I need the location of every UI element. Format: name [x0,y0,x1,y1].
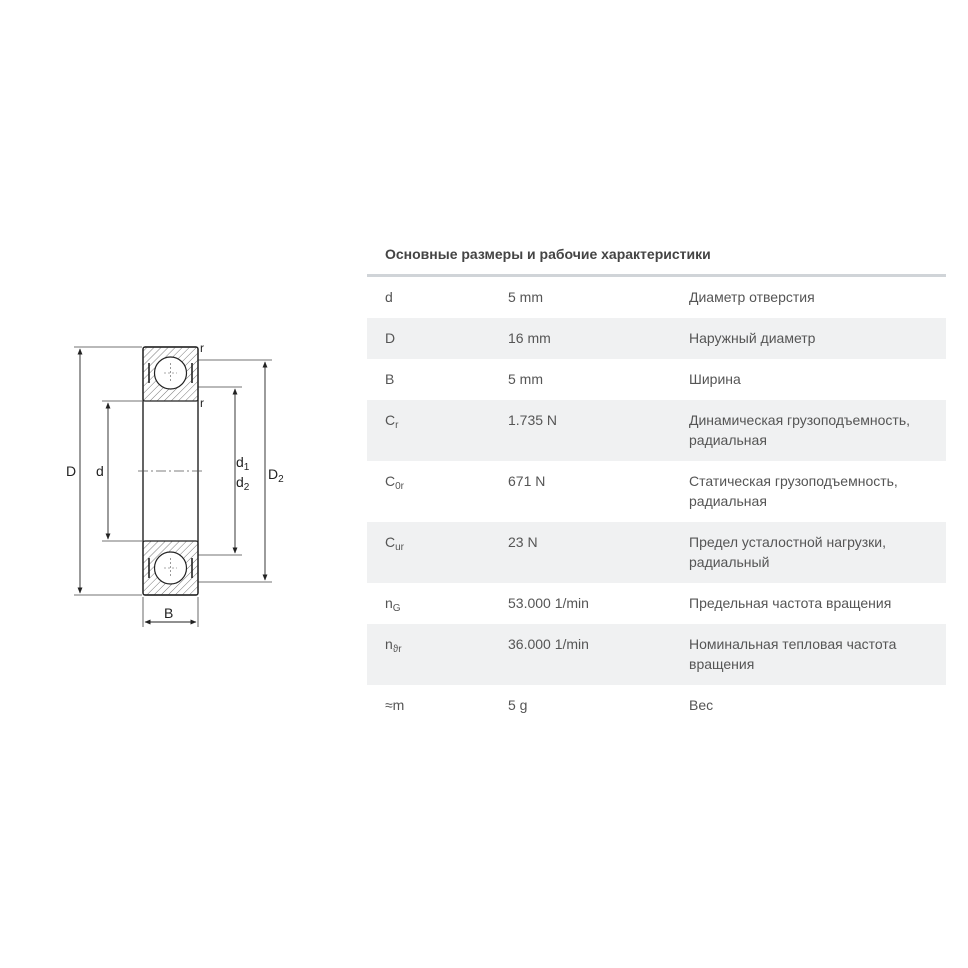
row-description: Вес [689,697,714,713]
row-symbol [367,532,508,572]
label-d: d [96,463,104,479]
row-symbol [367,695,508,715]
row-value: 23 N [508,534,538,550]
label-r-top: r [200,341,204,355]
table-row [367,685,946,726]
row-description: Наружный диаметр [689,330,816,346]
row-symbol [367,410,508,450]
symbol-subscript: G [392,603,401,614]
row-symbol [367,287,508,307]
table-row [367,461,946,522]
symbol-base: C [385,473,396,489]
symbol-base: D [385,330,396,346]
row-value: 671 N [508,473,546,489]
label-B: B [164,605,174,621]
row-description: Ширина [689,371,741,387]
table-row [367,277,946,318]
symbol-base: d [385,289,393,305]
specification-table [367,236,946,726]
symbol-subscript: 0r [395,481,405,492]
symbol-base: C [385,412,396,428]
bearing-cross-section-drawing [60,335,300,635]
table-row [367,583,946,624]
row-symbol [367,634,508,674]
symbol-base: C [385,534,396,550]
table-title: Основные размеры и рабочие характеристики [367,236,946,277]
row-description: Диаметр отверстия [689,289,815,305]
row-description: Предел усталостной нагрузки, радиальный [689,534,887,570]
symbol-subscript: r [395,420,399,431]
label-D: D [66,463,77,479]
row-value: 5 mm [508,371,543,387]
row-value: 5 g [508,697,528,713]
label-D2: $D_2$ [268,466,284,485]
symbol-base: n [385,595,393,611]
symbol-base: n [385,636,393,652]
symbol-base: B [385,371,395,387]
row-description: Предельная частота вращения [689,595,892,611]
row-symbol [367,471,508,511]
symbol-subscript: ϑr [392,644,402,655]
row-value: 16 mm [508,330,551,346]
symbol-subscript: ur [395,542,405,553]
table-row [367,359,946,400]
row-value: 53.000 1/min [508,595,589,611]
row-value: 1.735 N [508,412,558,428]
table-body [367,277,946,726]
symbol-base: ≈m [385,697,405,713]
label-d1: $d_1$ [236,454,250,473]
row-symbol [367,369,508,389]
row-value: 36.000 1/min [508,636,589,652]
table-row [367,522,946,583]
row-description: Статическая грузоподъемность, радиальная [689,473,898,509]
row-symbol [367,593,508,613]
table-row [367,400,946,461]
row-description: Номинальная тепловая частота вращения [689,636,897,672]
table-row [367,624,946,685]
label-d2: $d_2$ [236,474,250,493]
row-symbol [367,328,508,348]
table-row [367,318,946,359]
row-value: 5 mm [508,289,543,305]
row-description: Динамическая грузоподъемность, радиальная [689,412,911,448]
label-r-mid: r [200,396,204,410]
